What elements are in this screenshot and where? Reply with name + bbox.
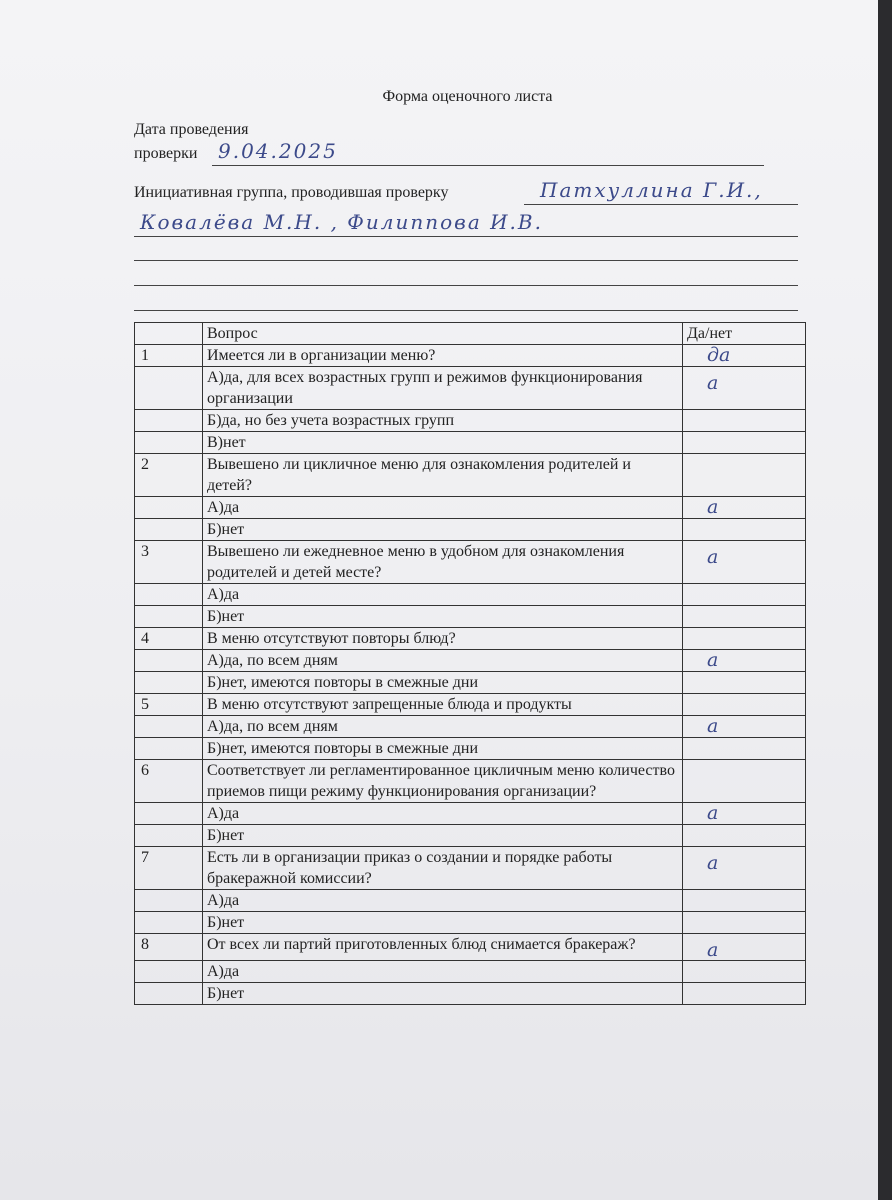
table-row — [135, 345, 806, 367]
row-question: Б)нет — [203, 519, 683, 541]
row-question: А)да — [203, 497, 683, 519]
row-question: А)да — [203, 890, 683, 912]
row-question: От всех ли партий приготовленных блюд снимается бракераж? — [203, 934, 683, 961]
table-row — [135, 454, 806, 497]
row-answer-cell — [683, 650, 806, 672]
row-question: А)да, по всем дням — [203, 650, 683, 672]
row-question: Б)да, но без учета возрастных групп — [203, 410, 683, 432]
row-question: В меню отсутствуют повторы блюд? — [203, 628, 683, 650]
row-answer-cell — [683, 961, 806, 983]
row-number — [135, 890, 203, 912]
row-question: В меню отсутствуют запрещенные блюда и продукты — [203, 694, 683, 716]
row-number: 3 — [135, 541, 203, 584]
row-number — [135, 825, 203, 847]
row-answer-cell — [683, 628, 806, 650]
row-number — [135, 672, 203, 694]
row-number: 6 — [135, 760, 203, 803]
group-underline-5 — [134, 310, 798, 311]
page-title: Форма оценочного листа — [382, 88, 553, 105]
row-answer: а — [707, 546, 719, 568]
row-answer-cell — [683, 606, 806, 628]
row-question: Вывешено ли ежедневное меню в удобном для ознакомления родителей и детей месте? — [203, 541, 683, 584]
date-underline — [212, 165, 764, 166]
row-number — [135, 606, 203, 628]
header-num — [135, 323, 203, 345]
table-row — [135, 367, 806, 410]
group-underline-4 — [134, 285, 798, 286]
row-question: Вывешено ли цикличное меню для ознакомления родителей и детей? — [203, 454, 683, 497]
table-row — [135, 584, 806, 606]
row-answer-cell — [683, 584, 806, 606]
table-row — [135, 650, 806, 672]
row-answer-cell — [683, 454, 806, 497]
date-label-line1: Дата проведения — [134, 121, 249, 138]
table-row — [135, 983, 806, 1005]
row-answer: а — [707, 649, 719, 671]
row-answer: а — [707, 802, 719, 824]
row-answer-cell — [683, 983, 806, 1005]
row-answer: а — [707, 939, 719, 961]
table-row — [135, 961, 806, 983]
group-underline-2 — [134, 236, 798, 237]
row-number — [135, 650, 203, 672]
row-number — [135, 497, 203, 519]
row-number — [135, 983, 203, 1005]
table-header-row — [135, 323, 806, 345]
row-number: 7 — [135, 847, 203, 890]
row-question: А)да, по всем дням — [203, 716, 683, 738]
table-row — [135, 760, 806, 803]
row-number — [135, 716, 203, 738]
row-number: 2 — [135, 454, 203, 497]
row-answer-cell — [683, 803, 806, 825]
row-number: 8 — [135, 934, 203, 961]
table-row — [135, 825, 806, 847]
row-answer-cell — [683, 519, 806, 541]
group-value-line1: Патхуллина Г.И., — [540, 178, 763, 202]
row-answer-cell — [683, 345, 806, 367]
row-answer-cell — [683, 738, 806, 760]
row-answer-cell — [683, 541, 806, 584]
row-answer-cell — [683, 890, 806, 912]
row-number — [135, 432, 203, 454]
row-answer-cell — [683, 497, 806, 519]
table-row — [135, 738, 806, 760]
header-question: Вопрос — [203, 323, 683, 345]
table-row — [135, 606, 806, 628]
row-question: Б)нет — [203, 912, 683, 934]
evaluation-table — [134, 322, 806, 1005]
row-question: А)да — [203, 961, 683, 983]
row-question: Б)нет, имеются повторы в смежные дни — [203, 672, 683, 694]
table-row — [135, 628, 806, 650]
row-answer-cell — [683, 410, 806, 432]
row-question: Б)нет — [203, 825, 683, 847]
row-answer: а — [707, 715, 719, 737]
row-answer-cell — [683, 825, 806, 847]
header-answer: Да/нет — [683, 323, 806, 345]
row-answer-cell — [683, 367, 806, 410]
table-row — [135, 432, 806, 454]
table-row — [135, 410, 806, 432]
row-answer-cell — [683, 672, 806, 694]
table-row — [135, 497, 806, 519]
row-question: Имеется ли в организации меню? — [203, 345, 683, 367]
table-row — [135, 803, 806, 825]
date-label-line2: проверки — [134, 145, 198, 162]
row-answer-cell — [683, 934, 806, 961]
table-row — [135, 672, 806, 694]
row-question: Б)нет, имеются повторы в смежные дни — [203, 738, 683, 760]
row-number — [135, 961, 203, 983]
row-question: Б)нет — [203, 606, 683, 628]
row-answer: да — [707, 344, 731, 366]
row-answer: а — [707, 372, 719, 394]
row-answer-cell — [683, 760, 806, 803]
row-answer-cell — [683, 694, 806, 716]
group-underline-3 — [134, 260, 798, 261]
row-number: 5 — [135, 694, 203, 716]
row-number — [135, 519, 203, 541]
row-question: А)да — [203, 584, 683, 606]
row-answer-cell — [683, 716, 806, 738]
row-answer-cell — [683, 847, 806, 890]
group-underline-1 — [524, 204, 798, 205]
row-number — [135, 912, 203, 934]
row-question: А)да — [203, 803, 683, 825]
row-question: Соответствует ли регламентированное цикличным меню количество приемов пищи режиму функционирования организации? — [203, 760, 683, 803]
table-row — [135, 847, 806, 890]
row-question: Есть ли в организации приказ о создании и порядке работы бракеражной комиссии? — [203, 847, 683, 890]
row-number: 1 — [135, 345, 203, 367]
row-answer: а — [707, 852, 719, 874]
row-number — [135, 803, 203, 825]
row-number — [135, 367, 203, 410]
table-row — [135, 934, 806, 961]
row-number: 4 — [135, 628, 203, 650]
table-row — [135, 716, 806, 738]
table-row — [135, 912, 806, 934]
row-answer-cell — [683, 432, 806, 454]
row-question: А)да, для всех возрастных групп и режимов функционирования организации — [203, 367, 683, 410]
row-question: Б)нет — [203, 983, 683, 1005]
row-question: В)нет — [203, 432, 683, 454]
date-value: 9.04.2025 — [218, 139, 338, 163]
row-number — [135, 584, 203, 606]
row-number — [135, 738, 203, 760]
row-answer: а — [707, 496, 719, 518]
row-number — [135, 410, 203, 432]
group-value-line2: Ковалёва М.Н. , Филиппова И.В. — [140, 210, 543, 234]
table-row — [135, 519, 806, 541]
table-row — [135, 541, 806, 584]
group-label: Инициативная группа, проводившая проверку — [134, 184, 449, 201]
table-row — [135, 890, 806, 912]
row-answer-cell — [683, 912, 806, 934]
table-row — [135, 694, 806, 716]
